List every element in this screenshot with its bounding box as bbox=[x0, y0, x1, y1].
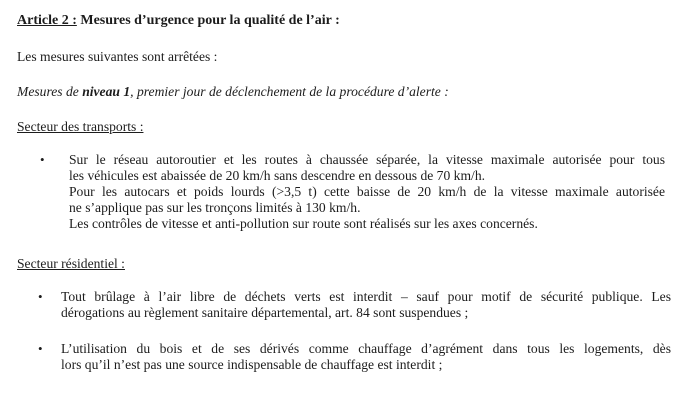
level-suffix: , premier jour de déclenchement de la procédure d’alerte : bbox=[130, 84, 449, 99]
residential-item-burning bbox=[61, 289, 671, 321]
level-prefix: Mesures de bbox=[17, 84, 83, 99]
bullet-icon: • bbox=[38, 289, 43, 304]
article-number: Article 2 : bbox=[17, 13, 77, 28]
paragraph-line: Tout brûlage à l’air libre de déchets verts est interdit – sauf pour motif de sécurité publique. Les bbox=[61, 289, 671, 304]
paragraph-line: dérogations au règlement sanitaire départemental, art. 84 sont suspendues ; bbox=[61, 305, 469, 320]
paragraph-line: lors qu’il n’est pas une source indispensable de chauffage est interdit ; bbox=[61, 357, 443, 372]
section-heading-transports: Secteur des transports : bbox=[17, 119, 144, 134]
article-heading bbox=[17, 13, 340, 29]
paragraph-line: L’utilisation du bois et de ses dérivés comme chauffage d’agrément dans tous les logements, dès bbox=[61, 341, 671, 356]
intro-text: Les mesures suivantes sont arrêtées : bbox=[17, 49, 218, 64]
paragraph-line: ne s’applique pas sur les tronçons limités à 130 km/h. bbox=[69, 200, 361, 215]
article-title: Mesures d’urgence pour la qualité de l’air : bbox=[76, 13, 340, 28]
paragraph-line: Les contrôles de vitesse et anti-pollution sur route sont réalisés sur les axes concernés. bbox=[69, 216, 538, 231]
bullet-icon: • bbox=[38, 341, 43, 356]
paragraph-line: les véhicules est abaissée de 20 km/h sans descendre en dessous de 70 km/h. bbox=[69, 168, 486, 183]
alert-level-text bbox=[17, 84, 449, 100]
level-strong: niveau 1 bbox=[82, 84, 131, 99]
bullet-icon: • bbox=[40, 152, 45, 167]
paragraph-line: Pour les autocars et poids lourds (>3,5 t) cette baisse de 20 km/h de la vitesse maximale autorisée bbox=[69, 184, 665, 199]
residential-item-wood-heating bbox=[61, 341, 671, 373]
transports-paragraph bbox=[69, 152, 665, 232]
section-heading-residential: Secteur résidentiel : bbox=[17, 256, 125, 271]
paragraph-line: Sur le réseau autoroutier et les routes à chaussée séparée, la vitesse maximale autorisée pour tous bbox=[69, 152, 665, 167]
